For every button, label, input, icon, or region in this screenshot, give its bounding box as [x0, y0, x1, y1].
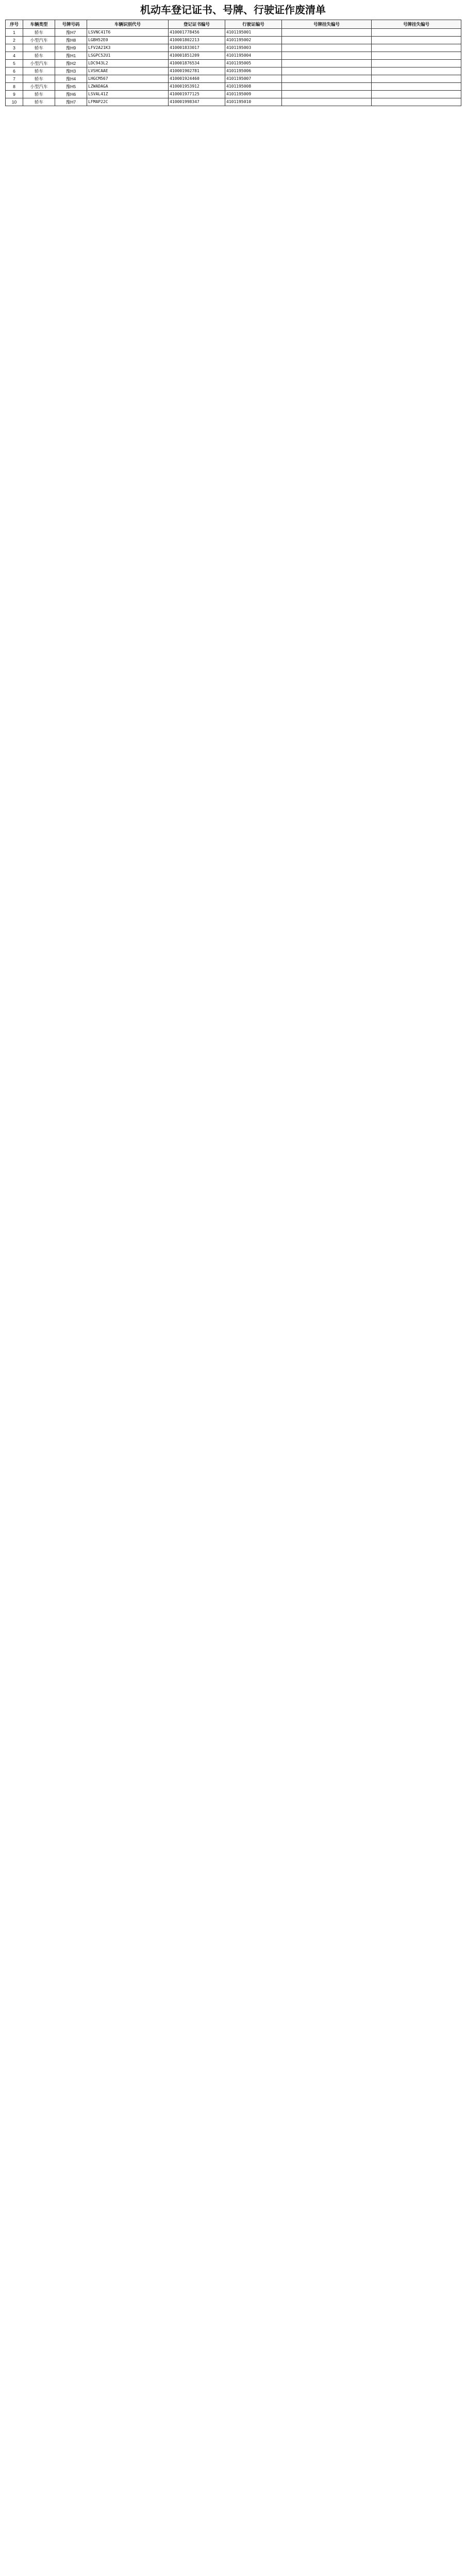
- table-cell: 豫H4: [55, 75, 87, 83]
- cancellation-table: [5, 20, 461, 106]
- table-cell: 4101195009: [225, 91, 282, 98]
- table-cell: 4101195005: [225, 60, 282, 67]
- table-cell: 豫H7: [55, 29, 87, 37]
- table-cell: 4101195010: [225, 98, 282, 106]
- table-cell: 轿车: [23, 44, 55, 52]
- table-cell: [282, 91, 372, 98]
- table-cell: LVSHCAAE: [87, 67, 169, 75]
- table-cell: 410001977125: [169, 91, 225, 98]
- table-cell: 豫H6: [55, 91, 87, 98]
- table-cell: 4: [6, 52, 23, 60]
- table-cell: LFMAP22C: [87, 98, 169, 106]
- table-cell: [282, 37, 372, 44]
- table-cell: LZWADAGA: [87, 83, 169, 91]
- table-cell: 4101195002: [225, 37, 282, 44]
- table-cell: 4101195001: [225, 29, 282, 37]
- table-body: [6, 29, 461, 106]
- column-header: 号牌挂失编号: [372, 20, 461, 29]
- table-cell: 410001902781: [169, 67, 225, 75]
- column-header: 车辆识别代号: [87, 20, 169, 29]
- table-cell: [282, 44, 372, 52]
- table-row: [6, 98, 461, 106]
- table-cell: [282, 29, 372, 37]
- table-cell: 4101195007: [225, 75, 282, 83]
- table-cell: 7: [6, 75, 23, 83]
- table-cell: [372, 67, 461, 75]
- table-header-row: [6, 20, 461, 29]
- table-cell: 小型汽车: [23, 37, 55, 44]
- table-cell: 8: [6, 83, 23, 91]
- table-cell: LFV2A21K3: [87, 44, 169, 52]
- table-cell: 4101195004: [225, 52, 282, 60]
- table-cell: 轿车: [23, 52, 55, 60]
- column-header: 号牌号码: [55, 20, 87, 29]
- table-cell: 轿车: [23, 91, 55, 98]
- table-cell: [372, 29, 461, 37]
- table-cell: LHGCM567: [87, 75, 169, 83]
- table-row: [6, 75, 461, 83]
- table-cell: 3: [6, 44, 23, 52]
- table-cell: [372, 52, 461, 60]
- table-cell: [372, 37, 461, 44]
- table-cell: 4101195003: [225, 44, 282, 52]
- table-row: [6, 52, 461, 60]
- table-cell: LDC943L2: [87, 60, 169, 67]
- table-cell: 轿车: [23, 98, 55, 106]
- table-cell: 10: [6, 98, 23, 106]
- table-row: [6, 29, 461, 37]
- column-header: 车辆类型: [23, 20, 55, 29]
- table-cell: [372, 91, 461, 98]
- table-cell: 4101195008: [225, 83, 282, 91]
- table-row: [6, 67, 461, 75]
- table-cell: [282, 98, 372, 106]
- table-cell: LSGPC52U1: [87, 52, 169, 60]
- table-cell: LSVAL41Z: [87, 91, 169, 98]
- table-row: [6, 37, 461, 44]
- table-row: [6, 91, 461, 98]
- table-cell: 轿车: [23, 75, 55, 83]
- table-cell: [372, 98, 461, 106]
- table-cell: [372, 44, 461, 52]
- table-cell: 豫H9: [55, 44, 87, 52]
- table-cell: 豫H8: [55, 37, 87, 44]
- table-row: [6, 60, 461, 67]
- table-cell: 豫H1: [55, 52, 87, 60]
- table-cell: LSVNC41T6: [87, 29, 169, 37]
- table-cell: 豫H7: [55, 98, 87, 106]
- table-cell: [282, 52, 372, 60]
- table-cell: 410001802213: [169, 37, 225, 44]
- table-cell: 410001778456: [169, 29, 225, 37]
- table-cell: 小型汽车: [23, 60, 55, 67]
- table-cell: [282, 75, 372, 83]
- table-cell: 轿车: [23, 67, 55, 75]
- column-header: 登记证书编号: [169, 20, 225, 29]
- table-cell: [372, 75, 461, 83]
- table-cell: 410001924460: [169, 75, 225, 83]
- table-cell: LGBH52E0: [87, 37, 169, 44]
- table-cell: 410001998347: [169, 98, 225, 106]
- table-cell: 4101195006: [225, 67, 282, 75]
- column-header: 行驶证编号: [225, 20, 282, 29]
- table-cell: 轿车: [23, 29, 55, 37]
- table-cell: 1: [6, 29, 23, 37]
- table-cell: [282, 83, 372, 91]
- table-cell: 2: [6, 37, 23, 44]
- table-cell: 410001953912: [169, 83, 225, 91]
- table-cell: 410001876534: [169, 60, 225, 67]
- table-cell: 410001851209: [169, 52, 225, 60]
- table-cell: 410001833017: [169, 44, 225, 52]
- table-cell: 豫H3: [55, 67, 87, 75]
- table-cell: [282, 60, 372, 67]
- table-cell: 小型汽车: [23, 83, 55, 91]
- table-cell: 9: [6, 91, 23, 98]
- column-header: 序号: [6, 20, 23, 29]
- table-cell: [282, 67, 372, 75]
- column-header: 号牌挂失编号: [282, 20, 372, 29]
- table-cell: [372, 60, 461, 67]
- page-title: 机动车登记证书、号牌、行驶证作废清单: [140, 4, 326, 16]
- table-row: [6, 44, 461, 52]
- table-cell: 5: [6, 60, 23, 67]
- table-cell: 6: [6, 67, 23, 75]
- table-cell: 豫H5: [55, 83, 87, 91]
- table-row: [6, 83, 461, 91]
- table-cell: [372, 83, 461, 91]
- table-cell: 豫H2: [55, 60, 87, 67]
